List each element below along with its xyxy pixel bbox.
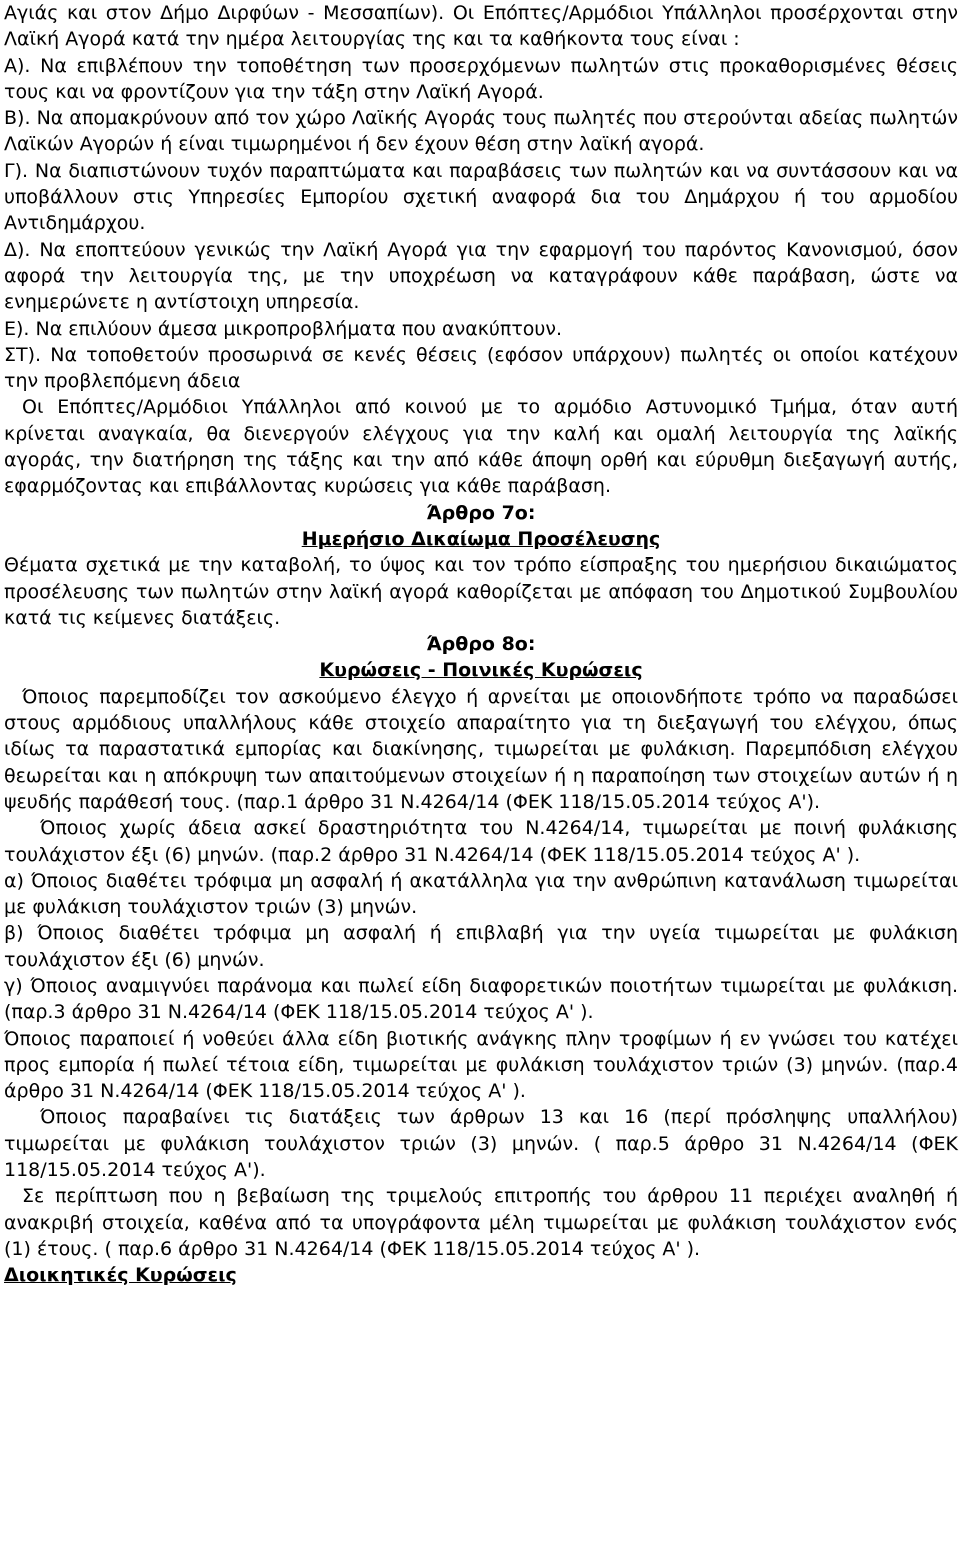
intro-paragraph: Αγιάς και στον Δήμο Διρφύων - Μεσσαπίων). Οι Επόπτες/Αρμόδιοι Υπάλληλοι προσέρχονται στην Λαϊκή Αγορά κατά την ημέρα λειτουργίας της και τα καθήκοντα τους είναι : (4, 2, 958, 51)
penalty-paragraph-unsafe-food: α) Όποιος διαθέτει τρόφιμα μη ασφαλή ή ακατάλληλα για την ανθρώπινη κατανάλωση τιμωρείται με φυλάκιση τουλάχιστον τριών (3) μηνών. (4, 869, 958, 919)
duty-item-c: Γ). Να διαπιστώνουν τυχόν παραπτώματα και παραβάσεις των πωλητών και να συντάσσουν και να υποβάλλουν στις Υπηρεσίες Εμπορίου σχετική αναφορά δια του Δημάρχου ή του αρμοδίου Αντιδημάρχου. (4, 159, 958, 235)
duty-item-a: Α). Να επιβλέπουν την τοποθέτηση των προσερχόμενων πωλητών στις προκαθορισμένες θέσεις τους και να φροντίζουν για την τάξη στην Λαϊκή Αγορά. (4, 54, 958, 103)
duty-item-e: Ε). Να επιλύουν άμεσα μικροπροβλήματα που ανακύπτουν. (4, 317, 563, 340)
penalty-paragraph-employee-hiring: Όποιος παραβαίνει τις διατάξεις των άρθρων 13 και 16 (περί πρόσληψης υπαλλήλου) τιμωρείται με φυλάκιση τουλάχιστον τριών (3) μηνών. ( παρ.5 άρθρο 31 Ν.4264/14 (ΦΕΚ 118/15.05.2014 τεύχος Α'). (4, 1106, 958, 1182)
article-8-number: Άρθρο 8ο: (426, 633, 536, 656)
article-8-title: Κυρώσεις - Ποινικές Κυρώσεις (319, 659, 643, 682)
article-7-body: Θέματα σχετικά με την καταβολή, το ύψος και τον τρόπο είσπραξης του ημερήσιου δικαιώματος προσέλευσης των πωλητών στην λαϊκή αγορά καθορίζεται με απόφαση του Δημοτικού Συμβουλίου κατά τις κείμενες διατάξεις. (4, 554, 958, 629)
article-7-title: Ημερήσιο Δικαίωμα Προσέλευσης (301, 527, 661, 550)
penalty-paragraph-obstruction: Όποιος παρεμποδίζει τον ασκούμενο έλεγχο ή αρνείται με οποιονδήποτε τρόπο να παραδώσει στους αρμόδιους υπαλλήλους κάθε στοιχείο απαραίτητο για τη διεξαγωγή του ελέγχου, όπως ιδίως τα παραστατικά εμπορίας και διακίνησης, τιμωρείται με φυλάκιση. Παρεμπόδιση ελέγχου θεωρείται και η απόκρυψη των απαιτούμενων στοιχείων ή η παραποίηση των στοιχείων αυτών ή η ψευδής παράθεσή τους. (παρ.1 άρθρο 31 Ν.4264/14 (ΦΕΚ 118/15.05.2014 τεύχος Α'). (4, 685, 958, 813)
duty-item-f: ΣΤ). Να τοποθετούν προσωρινά σε κενές θέσεις (εφόσον υπάρχουν) πωλητές οι οποίοι κατέχουν την προβλεπόμενη άδεια (4, 343, 958, 393)
administrative-sanctions-heading: Διοικητικές Κυρώσεις (4, 1264, 237, 1287)
police-inspection-paragraph: Οι Επόπτες/Αρμόδιοι Υπάλληλοι από κοινού με το αρμόδιο Αστυνομικό Τμήμα, όταν αυτή κρίνεται αναγκαία, θα διενεργούν ελέγχους για την καλή και ομαλή λειτουργία της λαϊκής αγοράς, την διατήρηση της τάξης και την από κάθε άποψη ορθή και εύρυθμη διεξαγωγή αυτής, εφαρμόζοντας και επιβάλλοντας κυρώσεις για κάθε παράβαση. (4, 396, 958, 498)
penalty-paragraph-adulteration: Όποιος παραποιεί ή νοθεύει άλλα είδη βιοτικής ανάγκης πλην τροφίμων ή εν γνώσει του κατέχει προς εμπορία ή πωλεί τέτοια είδη, τιμωρείται με φυλάκιση τουλάχιστον τριών (3) μηνών. (παρ.4 άρθρο 31 Ν.4264/14 (ΦΕΚ 118/15.05.2014 τεύχος Α' ). (4, 1027, 958, 1103)
penalty-paragraph-committee: Σε περίπτωση που η βεβαίωση της τριμελούς επιτροπής του άρθρου 11 περιέχει αναληθή ή ανακριβή στοιχεία, καθένα από τα υπογράφοντα μέλη τιμωρείται με φυλάκιση τουλάχιστον ενός (1) έτους. ( παρ.6 άρθρο 31 Ν.4264/14 (ΦΕΚ 118/15.05.2014 τεύχος Α' ). (4, 1185, 958, 1260)
duty-item-d: Δ). Να εποπτεύουν γενικώς την Λαϊκή Αγορά για την εφαρμογή του παρόντος Κανονισμού, όσον αφορά την λειτουργία της, με την υποχρέωση να καταγράφουν κάθε παράβαση, ώστε να ενημερώνετε η αντίστοιχη υπηρεσία. (4, 238, 958, 314)
article-7-number: Άρθρο 7ο: (426, 501, 536, 524)
penalty-paragraph-no-license: Όποιος χωρίς άδεια ασκεί δραστηριότητα του Ν.4264/14, τιμωρείται με ποινή φυλάκισης τουλάχιστον έξι (6) μηνών. (παρ.2 άρθρο 31 Ν.4264/14 (ΦΕΚ 118/15.05.2014 τεύχος Α' ). (4, 817, 958, 866)
penalty-paragraph-harmful-food: β) Όποιος διαθέτει τρόφιμα μη ασφαλή ή επιβλαβή για την υγεία τιμωρείται με φυλάκιση τουλάχιστον έξι (6) μηνών. (4, 922, 958, 971)
penalty-paragraph-mixing: γ) Όποιος αναμιγνύει παράνομα και πωλεί είδη διαφορετικών ποιοτήτων τιμωρείται με φυλάκιση. (παρ.3 άρθρο 31 Ν.4264/14 (ΦΕΚ 118/15.05.2014 τεύχος Α' ). (4, 974, 958, 1024)
duty-item-b: Β). Να απομακρύνουν από τον χώρο Λαϊκής Αγοράς τους πωλητές που στερούνται αδείας πωλητών Λαϊκών Αγορών ή είναι τιμωρημένοι ή δεν έχουν θέση στην λαϊκή αγορά. (4, 107, 958, 156)
